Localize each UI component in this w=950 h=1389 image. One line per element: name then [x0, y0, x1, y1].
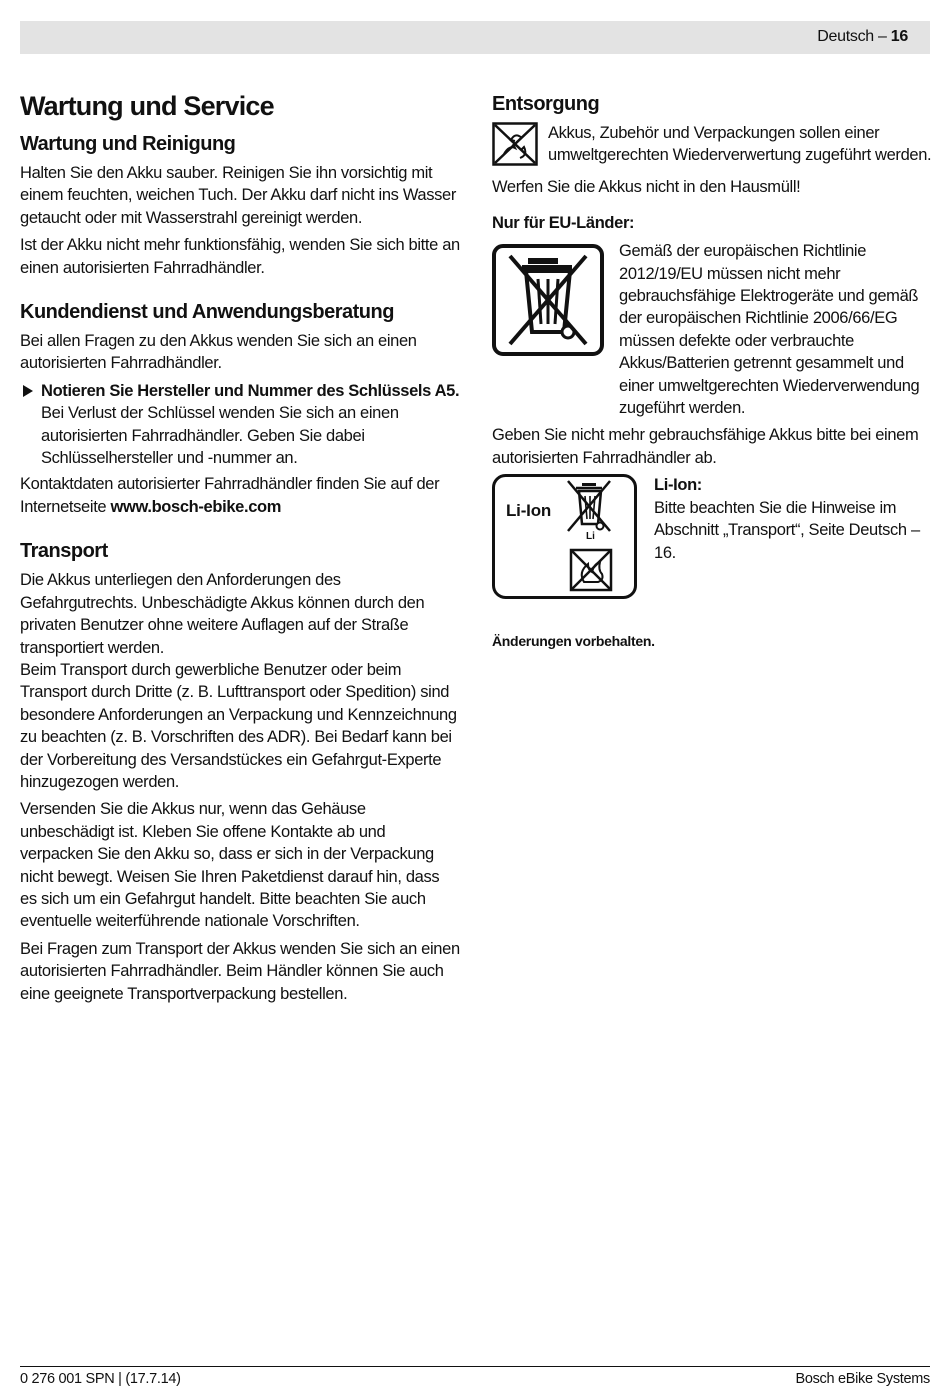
maintenance-p1: Halten Sie den Akku sauber. Reinigen Sie ihn vorsichtig mit einem feuchten, weichen Tuch. Der Akku darf nicht ins Wasser getaucht oder mit Wasserstrahl gereinigt werden. — [20, 164, 457, 227]
household-waste-text: Werfen Sie die Akkus nicht in den Hausmüll! — [492, 177, 801, 196]
bullet-text: Bei Verlust der Schlüssel wenden Sie sich an einen autorisierten Fahrradhändler. Geben Sie dabei Schlüsselhersteller und -nummer an. — [41, 404, 399, 468]
eu-row — [492, 240, 932, 419]
heading-transport: Transport — [20, 540, 108, 563]
page-header — [817, 28, 908, 46]
liion-text: Bitte beachten Sie die Hinweise im Abschnitt „Transport“, Seite Deutsch – 16. — [654, 498, 920, 562]
customer-service-p1: Bei allen Fragen zu den Akkus wenden Sie sich an einen autorisierten Fahrradhändler. — [20, 332, 417, 373]
bullet-item — [20, 380, 460, 470]
contact-text: Kontaktdaten autorisierter Fahrradhändler finden Sie auf der Internetseite — [20, 475, 440, 516]
contact-paragraph — [20, 473, 460, 518]
right-column — [492, 90, 932, 649]
li-sub-label: Li — [586, 531, 595, 543]
footer-doc-number: 0 276 001 SPN | (17.7.14) — [20, 1371, 181, 1387]
eu-heading: Nur für EU-Länder: — [492, 214, 635, 233]
recycle-text: Akkus, Zubehör und Verpackungen sollen einer umweltgerechten Wiederverwertung zugeführt werden. — [548, 124, 932, 165]
changes-note: Änderungen vorbehalten. — [492, 633, 655, 650]
transport-p2: Beim Transport durch gewerbliche Benutzer oder beim Transport durch Dritte (z. B. Lufttransport oder Spedition) sind besondere Anforderungen an Verpackung und Kennzeichnung zu beachten (z. B. Vorschriften des ADR). Bei Bedarf kann bei der Vorbereitung des Versandstückes ein Gefahrgut-Experte hinzugezogen werden. — [20, 660, 457, 791]
triangle-bullet-icon — [20, 380, 41, 470]
transport-p3: Versenden Sie die Akkus nur, wenn das Gehäuse unbeschädigt ist. Kleben Sie offene Kontakte ab und verpacken Sie den Akku so, dass er sich in der Verpackung nicht bewegt. Weisen Sie Ihren Paketdienst darauf hin, dass es sich um ein Gefahrgut handelt. Bitte beachten Sie auch eventuelle weiterführende nationale Vorschriften. — [20, 800, 440, 931]
bullet-bold-text: Notieren Sie Hersteller und Nummer des Schlüssels A5. — [41, 381, 460, 400]
page-number: 16 — [890, 28, 908, 45]
header-language: Deutsch – — [817, 28, 891, 45]
crossed-bin-icon — [492, 240, 619, 361]
dealer-return-text: Geben Sie nicht mehr gebrauchsfähige Akkus bitte bei einem autorisierten Fahrradhändler ab. — [492, 426, 919, 467]
website-link[interactable]: www.bosch-ebike.com — [110, 497, 282, 516]
footer-brand: Bosch eBike Systems — [795, 1371, 930, 1387]
footer-divider — [20, 1366, 930, 1367]
heading-customer-service: Kundendienst und Anwendungsberatung — [20, 301, 394, 324]
liion-box-label: Li-Ion — [506, 501, 552, 521]
heading-maintenance: Wartung und Reinigung — [20, 133, 236, 155]
li-ion-disposal-icon — [492, 474, 654, 605]
left-column — [20, 88, 460, 1010]
liion-row — [492, 474, 932, 605]
transport-p1: Die Akkus unterliegen den Anforderungen des Gefahrgutrechts. Unbeschädigte Akkus können durch den privaten Benutzer ohne weitere Auflagen auf der Straße transportiert werden. — [20, 571, 425, 657]
recycle-icon — [492, 122, 548, 171]
eu-directive-text: Gemäß der europäischen Richtlinie 2012/19/EU müssen nicht mehr gebrauchsfähige Elektrogeräte und gemäß der europäischen Richtlinie 2006/66/EG müssen defekte oder verbrauchte Akkus/Batterien getrennt gesammelt und einer umweltgerechten Wiederverwendung zugeführt werden. — [619, 242, 920, 418]
header-bar — [20, 21, 930, 54]
transport-p4: Bei Fragen zum Transport der Akkus wenden Sie sich an einen autorisierten Fahrradhändler. Beim Händler können Sie auch eine geeignete Transportverpackung bestellen. — [20, 939, 460, 1003]
liion-heading: Li-Ion: — [654, 476, 702, 495]
maintenance-p2: Ist der Akku nicht mehr funktionsfähig, wenden Sie sich bitte an einen autorisierten Fahrradhändler. — [20, 236, 460, 277]
heading-disposal: Entsorgung — [492, 93, 600, 115]
recycle-row — [492, 122, 932, 172]
page-title: Wartung und Service — [20, 91, 274, 121]
